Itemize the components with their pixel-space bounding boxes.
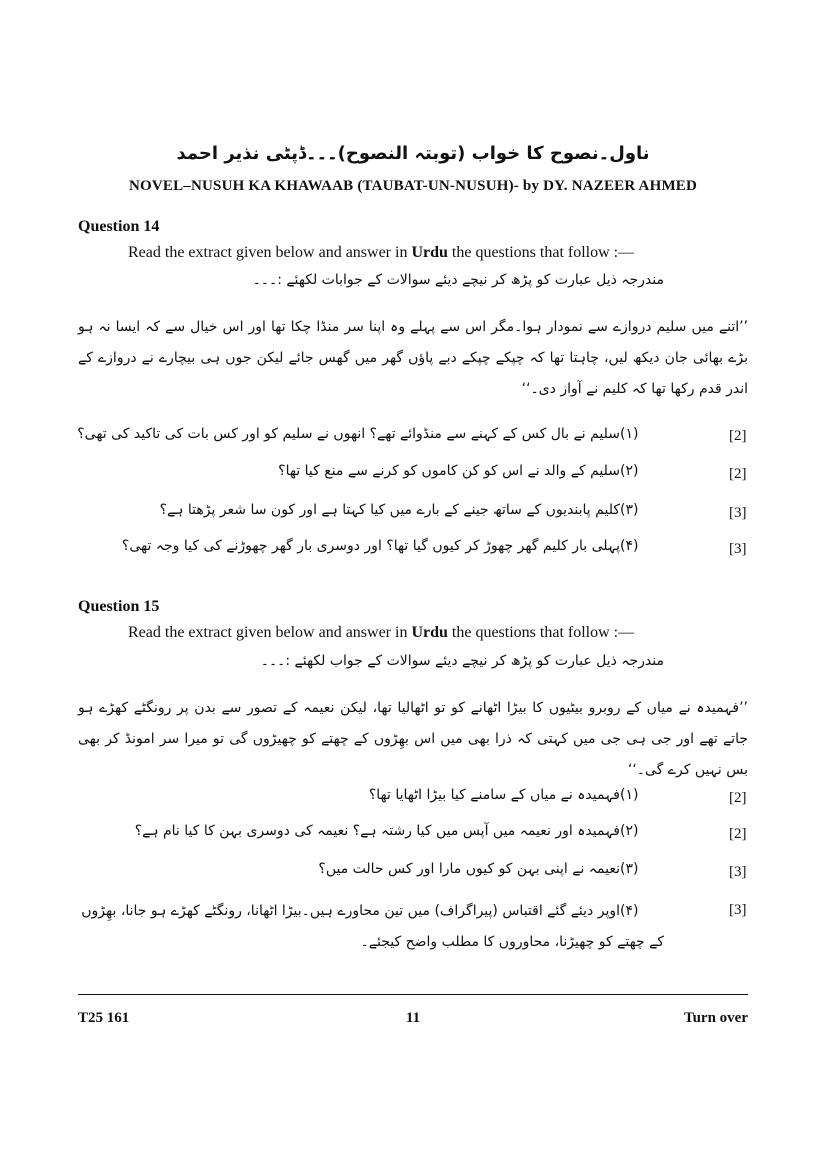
q15-4-number: (۴) <box>620 903 639 919</box>
q14-question-2 <box>104 463 664 479</box>
title-english: NOVEL–NUSUH KA KHAWAAB (TAUBAT-UN-NUSUH)- by DY. NAZEER AHMED <box>128 178 698 194</box>
question-14-heading: Question 14 <box>78 218 160 235</box>
q14-extract: ’’اتنے میں سلیم دروازے سے نمودار ہوا۔مگر اس سے پہلے وہ اپنا سر منڈا چکا تھا اور اس خیال سے کہ ایسا نہ ہو بڑے بھائی جان دیکھ لیں، چاہتا تھا کہ چپکے چپکے دبے پاؤں گھر میں گھس جائے لیکن جوں ہی بیچارے نے دروازے کے اندر قدم رکھا تھا کہ کلیم نے آواز دی۔‘‘ <box>78 319 749 397</box>
q14-question-1 <box>77 426 664 442</box>
q14-question-4 <box>104 538 664 554</box>
q14-instruction-bold: Urdu <box>411 244 448 261</box>
q14-2-text: سلیم کے والد نے اس کو کن کاموں کو کرنے سے منع کیا تھا؟ <box>278 463 620 479</box>
paper-code: T25 161 <box>78 1010 130 1026</box>
question-15-heading: Question 15 <box>78 598 160 615</box>
q15-instruction-bold: Urdu <box>411 624 448 641</box>
q14-instruction <box>128 244 634 262</box>
q14-1-text: سلیم نے بال کس کے کہنے سے منڈوائے تھے؟ انھوں نے سلیم کو اور کس بات کی تاکید کی تھی؟ <box>77 426 620 442</box>
q15-1-marks: [2] <box>729 790 747 806</box>
q15-question-1 <box>104 787 664 803</box>
q14-instruction-post: the questions that follow :— <box>447 244 635 261</box>
q15-4-marks: [3] <box>729 902 747 918</box>
q15-3-number: (۳) <box>620 861 639 877</box>
footer-rule <box>78 994 748 995</box>
q14-2-marks: [2] <box>729 466 747 482</box>
title-urdu: ناول۔نصوح کا خواب (توبتہ النصوح)۔۔۔ڈپٹی نذیر احمد <box>176 143 650 164</box>
q15-instruction <box>128 624 634 642</box>
q15-3-marks: [3] <box>729 864 747 880</box>
turn-over: Turn over <box>683 1010 748 1026</box>
q15-question-2 <box>104 823 664 839</box>
q15-3-text: نعیمہ نے اپنی بہن کو کیوں مارا اور کس حالت میں؟ <box>318 861 620 877</box>
q14-4-number: (۴) <box>620 538 639 554</box>
q14-3-text: کلیم پابندیوں کے ساتھ جینے کے بارے میں کیا کہتا ہے اور کون سا شعر پڑھتا ہے؟ <box>159 502 620 518</box>
page-number: 11 <box>405 1010 421 1026</box>
q14-3-number: (۳) <box>620 502 639 518</box>
q14-4-text: پہلی بار کلیم گھر چھوڑ کر کیوں گیا تھا؟ اور دوسری بار گھر چھوڑنے کی کیا وجہ تھی؟ <box>121 538 620 554</box>
q15-1-text: فہمیدہ نے میاں کے سامنے کیا بیڑا اٹھایا تھا؟ <box>368 787 620 803</box>
q14-instruction-urdu: مندرجہ ذیل عبارت کو پڑھ کر نیچے دیئے سوالات کے جوابات لکھئے :۔۔۔ <box>252 272 664 288</box>
q15-instruction-pre: Read the extract given below and answer in <box>128 624 412 641</box>
q15-4-text: اوپر دیئے گئے اقتباس (پیراگراف) میں تین محاورے ہیں۔بیڑا اٹھانا، رونگٹے کھڑے ہو جانا، بھِڑوں کے چھتے کو چھیڑنا، محاوروں کا مطلب واضح کیجئے۔ <box>81 903 664 950</box>
q14-question-3 <box>104 502 664 518</box>
q15-question-4 <box>76 896 664 958</box>
q15-2-text: فہمیدہ اور نعیمہ میں آپس میں کیا رشتہ ہے؟ نعیمہ کی دوسری بہن کا کیا نام ہے؟ <box>134 823 620 839</box>
q14-instruction-pre: Read the extract given below and answer in <box>128 244 412 261</box>
q14-4-marks: [3] <box>729 541 747 557</box>
q14-2-number: (۲) <box>620 463 639 479</box>
q14-1-marks: [2] <box>729 428 747 444</box>
q14-3-marks: [3] <box>729 505 747 521</box>
q14-1-number: (۱) <box>620 426 639 442</box>
q15-extract: ’’فہمیدہ نے میاں کے روبرو بیٹیوں کا بیڑا اٹھانے کو تو اٹھالیا تھا، لیکن نعیمہ کے تصور سے بدن پر رونگٹے کھڑے ہو جاتے تھے اور جی ہی جی میں کہتی کہ ذرا بھی میں اس بھِڑوں کے چھتے کو چھیڑوں گی تو میرا سر امونڈ کر بھی بس نہیں کرے گی۔‘‘ <box>78 700 748 778</box>
q15-instruction-urdu: مندرجہ ذیل عبارت کو پڑھ کر نیچے دیئے سوالات کے جواب لکھئے :۔۔۔ <box>260 653 664 669</box>
q15-2-number: (۲) <box>620 823 639 839</box>
q15-instruction-post: the questions that follow :— <box>447 624 635 641</box>
q15-question-3 <box>104 861 664 877</box>
q15-1-number: (۱) <box>620 787 639 803</box>
q15-2-marks: [2] <box>729 826 747 842</box>
